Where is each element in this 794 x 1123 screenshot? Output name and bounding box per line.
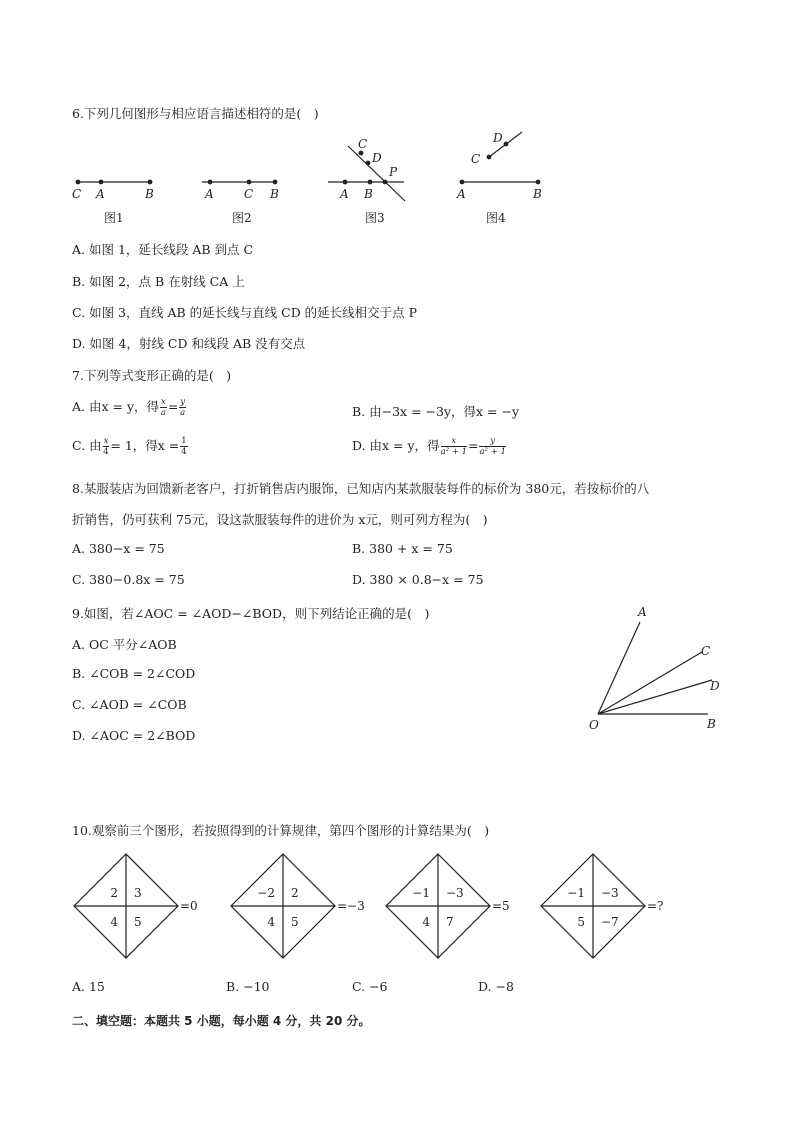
q7-option-a: A. 由x = y，得 $\frac{x}{a}$ = $\frac{y}{a}$	[72, 396, 186, 418]
fig1-label-c: C	[72, 187, 82, 201]
fig3-label-p: P	[389, 165, 398, 179]
q10-option-c: C. −6	[352, 979, 388, 994]
q10-stem: 10.观察前三个图形，若按照得到的计算规律，第四个图形的计算结果为( )	[72, 823, 490, 838]
d2-result: =−3	[337, 899, 365, 913]
q8-option-d: D. 380 × 0.8−x = 75	[352, 572, 484, 587]
d2-cell-tr: 2	[291, 886, 299, 900]
q9-option-a: A. OC 平分∠AOB	[72, 637, 177, 652]
d1-cell-bl: 4	[110, 915, 118, 929]
q7a-prefix: A. 由x = y，得	[72, 399, 160, 414]
d3-result: =5	[492, 899, 510, 913]
q8-option-c: C. 380−0.8x = 75	[72, 572, 185, 587]
fig1-label-a: A	[96, 187, 105, 201]
d1-cell-tl: 2	[110, 886, 118, 900]
d1-result: =0	[180, 899, 198, 913]
q7d-prefix: D. 由x = y，得	[352, 438, 440, 453]
q7d-fraction-2: $\frac{y}{\text{a² + 1}}$	[479, 435, 506, 457]
q9-label-c: C	[701, 644, 711, 658]
q9-angle-figure	[580, 600, 740, 740]
section-2-title: 二、填空题：本题共 5 小题，每小题 4 分，共 20 分。	[72, 1014, 371, 1028]
d4-cell-bl: 5	[577, 915, 585, 929]
q6-figure-2	[202, 180, 279, 225]
q9-label-o: O	[589, 718, 599, 732]
q8-option-b: B. 380 + x = 75	[352, 541, 453, 556]
q9-stem: 9.如图，若∠AOC = ∠AOD−∠BOD，则下列结论正确的是( )	[72, 606, 430, 621]
fig4-caption: 图4	[486, 211, 506, 225]
fig2-label-b: B	[270, 187, 279, 201]
fig1-caption: 图1	[104, 211, 124, 225]
q10-diamond-1	[74, 854, 198, 958]
q10-option-a: A. 15	[72, 979, 105, 994]
q6-figure-4	[456, 131, 542, 225]
q7c-fraction-1: $\frac{x}{4}$	[103, 435, 109, 457]
d1-cell-br: 5	[134, 915, 142, 929]
q10-option-d: D. −8	[478, 979, 514, 994]
d1-cell-tr: 3	[134, 886, 142, 900]
fig4-label-b: B	[533, 187, 542, 201]
fig4-label-a: A	[457, 187, 466, 201]
q7-stem: 7.下列等式变形正确的是( )	[72, 368, 232, 383]
q6-option-b: B. 如图 2，点 B 在射线 CA 上	[72, 274, 245, 289]
q10-diamond-4	[541, 854, 664, 958]
q7-option-b: B. 由−3x = −3y，得x = −y	[352, 404, 520, 419]
q6-option-c: C. 如图 3，直线 AB 的延长线与直线 CD 的延长线相交于点 P	[72, 305, 418, 320]
fig3-label-a: A	[340, 187, 349, 201]
q6-figure-3	[328, 137, 405, 225]
d2-cell-br: 5	[291, 915, 299, 929]
q6-option-d: D. 如图 4，射线 CD 和线段 AB 没有交点	[72, 336, 306, 351]
fig3-caption: 图3	[365, 211, 385, 225]
q6-option-a: A. 如图 1，延长线段 AB 到点 C	[72, 242, 254, 257]
q9-label-a: A	[638, 605, 647, 619]
d3-cell-tl: −1	[412, 886, 430, 900]
q10-diamonds	[0, 846, 794, 966]
d2-cell-bl: 4	[267, 915, 275, 929]
fig2-caption: 图2	[232, 211, 252, 225]
q10-option-b: B. −10	[226, 979, 270, 994]
q9-option-d: D. ∠AOC = 2∠BOD	[72, 728, 196, 743]
q10-diamond-3	[386, 854, 510, 958]
q8-stem-line-1: 8.某服装店为回馈新老客户，打折销售店内服饰，已知店内某款服装每件的标价为 380元，若按标价的八	[72, 481, 650, 496]
q6-figure-1	[72, 180, 154, 225]
q8-stem-line-2: 折销售，仍可获利 75元，设这款服装每件的进价为 x元，则可列方程为( )	[72, 512, 488, 527]
q6-stem: 6.下列几何图形与相应语言描述相符的是( )	[72, 106, 319, 121]
fig2-label-a: A	[205, 187, 214, 201]
q9-option-b: B. ∠COB = 2∠COD	[72, 666, 196, 681]
fig4-label-d: D	[493, 131, 503, 145]
q8-option-a: A. 380−x = 75	[72, 541, 165, 556]
q7-option-c: C. 由 $\frac{x}{4}$ = 1，得x = $\frac{1}{4}$	[72, 435, 187, 457]
d3-cell-bl: 4	[422, 915, 430, 929]
q7c-prefix: C. 由	[72, 438, 102, 453]
q9-label-d: D	[710, 679, 720, 693]
q7-option-d: D. 由x = y，得 $\frac{x}{\text{a² + 1}}$ = $\frac{y}{\text{a² + 1}}$	[352, 435, 506, 457]
fig1-label-b: B	[145, 187, 154, 201]
d4-cell-tl: −1	[567, 886, 585, 900]
fig3-label-d: D	[372, 151, 382, 165]
q7c-fraction-2: $\frac{1}{4}$	[181, 435, 187, 457]
q9-option-c: C. ∠AOD = ∠COB	[72, 697, 187, 712]
d4-cell-br: −7	[601, 915, 619, 929]
fig3-label-b: B	[364, 187, 373, 201]
d3-cell-br: 7	[446, 915, 454, 929]
q9-label-b: B	[707, 717, 716, 731]
fig4-label-c: C	[471, 152, 481, 166]
d2-cell-tl: −2	[257, 886, 275, 900]
q10-diamond-2	[231, 854, 365, 958]
q7a-fraction-2: $\frac{y}{a}$	[180, 396, 186, 418]
d4-cell-tr: −3	[601, 886, 619, 900]
d3-cell-tr: −3	[446, 886, 464, 900]
fig2-label-c: C	[244, 187, 254, 201]
fig3-label-c: C	[358, 137, 368, 151]
d4-result: =?	[647, 899, 664, 913]
q7a-fraction-1: $\frac{x}{a}$	[160, 396, 166, 418]
q7d-fraction-1: $\frac{x}{\text{a² + 1}}$	[440, 435, 467, 457]
